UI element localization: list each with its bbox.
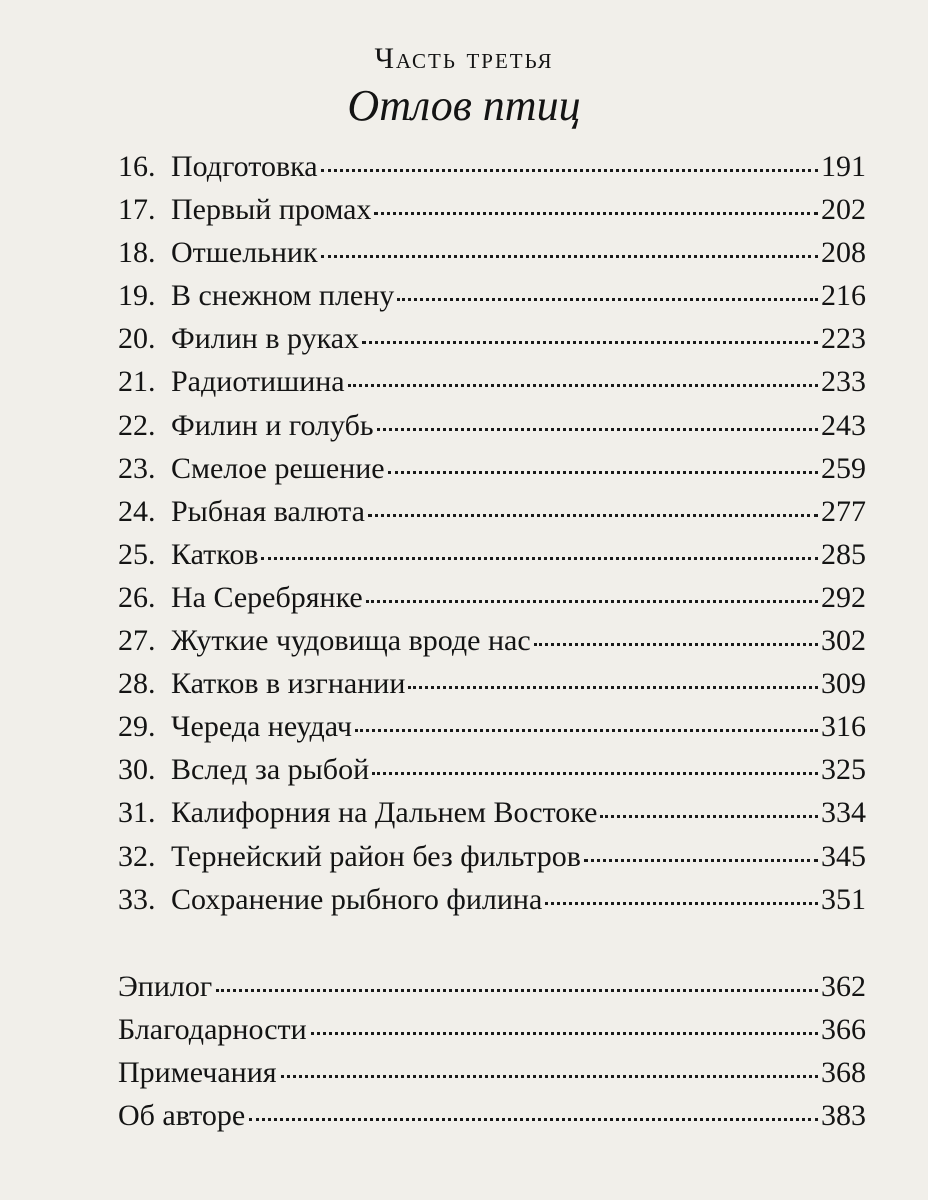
dot-leader xyxy=(368,514,818,517)
toc-entry xyxy=(118,322,866,365)
page-number: 316 xyxy=(821,710,866,744)
toc-entry xyxy=(118,409,866,452)
chapter-title: Филин и голубь xyxy=(171,408,374,442)
dot-leader xyxy=(261,557,818,560)
toc-entry xyxy=(118,495,866,538)
chapter-title: Отшельник xyxy=(171,236,318,270)
chapter-number: 26. xyxy=(118,580,156,614)
toc-entry xyxy=(118,150,866,193)
toc-entry xyxy=(118,796,866,839)
dot-leader xyxy=(600,815,818,818)
chapter-number: 18. xyxy=(118,236,156,270)
page-number: 383 xyxy=(821,1098,866,1132)
toc-entry xyxy=(118,365,866,408)
part-label: Часть третья xyxy=(374,42,554,75)
toc-entry xyxy=(118,667,866,710)
dot-leader xyxy=(348,384,818,387)
toc-entry xyxy=(118,883,866,926)
dot-leader xyxy=(372,772,818,775)
toc-entry xyxy=(118,581,866,624)
table-of-contents xyxy=(118,150,866,1142)
back-matter-title: Примечания xyxy=(118,1055,277,1089)
chapter-title: Тернейский район без фильтров xyxy=(171,839,581,873)
chapter-number: 21. xyxy=(118,365,156,399)
chapter-title: Филин в руках xyxy=(171,322,360,356)
chapter-title: Катков в изгнании xyxy=(171,667,406,701)
toc-entry xyxy=(118,1099,866,1142)
page-number: 368 xyxy=(821,1055,866,1089)
chapter-number: 32. xyxy=(118,839,156,873)
dot-leader xyxy=(545,902,818,905)
dot-leader xyxy=(321,255,818,258)
chapter-title: Радиотишина xyxy=(171,365,345,399)
dot-leader xyxy=(311,1032,818,1035)
dot-leader xyxy=(584,859,818,862)
dot-leader xyxy=(281,1075,818,1078)
toc-entry xyxy=(118,1013,866,1056)
page-number: 366 xyxy=(821,1012,866,1046)
chapter-number: 29. xyxy=(118,710,156,744)
chapter-number: 23. xyxy=(118,451,156,485)
chapter-number: 30. xyxy=(118,753,156,787)
chapter-title: Сохранение рыбного филина xyxy=(171,882,543,916)
dot-leader xyxy=(377,428,818,431)
chapter-number: 22. xyxy=(118,408,156,442)
chapter-title: Череда неудач xyxy=(171,710,353,744)
toc-entry xyxy=(118,840,866,883)
toc-entry xyxy=(118,753,866,796)
page-number: 302 xyxy=(821,624,866,658)
chapter-number: 17. xyxy=(118,193,156,227)
chapter-title: Подготовка xyxy=(171,150,318,183)
toc-entry xyxy=(118,970,866,1013)
back-matter-title: Благодарности xyxy=(118,1012,307,1046)
dot-leader xyxy=(362,341,818,344)
dot-leader xyxy=(408,686,818,689)
chapter-number: 31. xyxy=(118,796,156,830)
page-number: 325 xyxy=(821,753,866,787)
dot-leader xyxy=(366,600,818,603)
chapter-number: 24. xyxy=(118,494,156,528)
chapter-title: В снежном плену xyxy=(171,279,395,313)
chapter-number: 19. xyxy=(118,279,156,313)
toc-entry xyxy=(118,279,866,322)
dot-leader xyxy=(397,298,818,301)
chapter-number: 25. xyxy=(118,537,156,571)
chapter-list xyxy=(118,150,866,926)
dot-leader xyxy=(321,169,818,172)
chapter-number: 27. xyxy=(118,624,156,658)
toc-entry xyxy=(118,624,866,667)
chapter-number: 28. xyxy=(118,667,156,701)
toc-entry xyxy=(118,452,866,495)
page-number: 277 xyxy=(821,494,866,528)
chapter-title: Рыбная валюта xyxy=(171,494,365,528)
page-number: 223 xyxy=(821,322,866,356)
dot-leader xyxy=(249,1118,818,1121)
page-number: 334 xyxy=(821,796,866,830)
page-number: 233 xyxy=(821,365,866,399)
toc-entry xyxy=(118,710,866,753)
chapter-title: На Серебрянке xyxy=(171,580,363,614)
chapter-title: Калифорния на Дальнем Востоке xyxy=(171,796,598,830)
dot-leader xyxy=(216,989,818,992)
chapter-title: Вслед за рыбой xyxy=(171,753,370,787)
page-number: 351 xyxy=(821,882,866,916)
section-gap xyxy=(118,926,866,970)
toc-entry xyxy=(118,236,866,279)
page-number: 285 xyxy=(821,537,866,571)
page-number: 191 xyxy=(821,150,866,183)
back-matter-list xyxy=(118,970,866,1142)
page-number: 216 xyxy=(821,279,866,313)
chapter-title: Катков xyxy=(171,537,259,571)
page-number: 208 xyxy=(821,236,866,270)
chapter-number: 33. xyxy=(118,882,156,916)
dot-leader xyxy=(534,643,818,646)
dot-leader xyxy=(388,471,818,474)
chapter-title: Смелое решение xyxy=(171,451,385,485)
chapter-title: Жуткие чудовища вроде нас xyxy=(171,624,531,658)
toc-entry xyxy=(118,193,866,236)
page-number: 292 xyxy=(821,580,866,614)
back-matter-title: Об авторе xyxy=(118,1098,246,1132)
dot-leader xyxy=(355,729,818,732)
page-number: 362 xyxy=(821,969,866,1003)
page-number: 259 xyxy=(821,451,866,485)
page-number: 243 xyxy=(821,408,866,442)
back-matter-title: Эпилог xyxy=(118,969,213,1003)
part-title: Отлов птиц xyxy=(347,81,581,130)
page-number: 309 xyxy=(821,667,866,701)
chapter-number: 20. xyxy=(118,322,156,356)
page-number: 345 xyxy=(821,839,866,873)
chapter-title: Первый промах xyxy=(171,193,372,227)
dot-leader xyxy=(374,212,818,215)
page-number: 202 xyxy=(821,193,866,227)
toc-entry xyxy=(118,538,866,581)
toc-entry xyxy=(118,1056,866,1099)
chapter-number: 16. xyxy=(118,150,156,183)
